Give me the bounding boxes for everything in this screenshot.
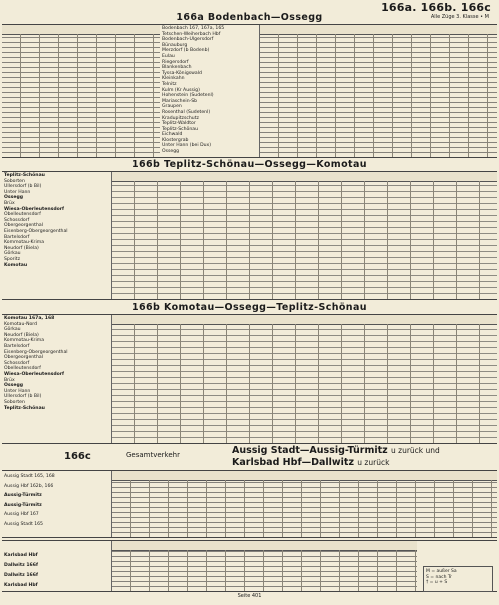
route-stop: Blankenbach bbox=[162, 65, 192, 71]
table-166a-left-cols bbox=[2, 25, 160, 157]
table-166b-up-cols bbox=[112, 315, 497, 443]
section-166c-title-2: Karlsbad Hbf—Dallwitz u zurück bbox=[232, 457, 390, 468]
table-166a bbox=[2, 24, 497, 158]
route-stop: Görkau bbox=[4, 251, 21, 257]
route-stop: Ullersdorf (b Bil) bbox=[4, 184, 42, 190]
route-stop: Unter Hann (bei Dux) bbox=[162, 143, 212, 149]
table-166b-down bbox=[2, 171, 497, 300]
section-166a-title: 166a Bodenbach—Ossegg bbox=[176, 12, 323, 23]
route-stop: Dallwitz 166f bbox=[4, 573, 38, 578]
route-stop: Obergeorgenthal bbox=[4, 223, 43, 229]
route-stop: Ossegg bbox=[4, 383, 24, 389]
page-header-note: Alle Züge 3. Klasse • M bbox=[430, 14, 489, 20]
route-stop: Klostergrab bbox=[162, 137, 189, 143]
route-stop: Soborten bbox=[4, 178, 25, 184]
table-166b-up-route bbox=[2, 315, 112, 443]
route-stop: Mariaschein-Sb bbox=[162, 98, 198, 104]
route-stop: Karlsbad Hbf bbox=[4, 553, 38, 558]
route-stop: Brüx bbox=[4, 377, 15, 383]
route-stop: Merzdorf (b Bodenb) bbox=[162, 48, 210, 54]
route-stop: Görkau bbox=[4, 327, 21, 333]
route-stop: Eisenberg-Obergeorgenthal bbox=[4, 349, 68, 355]
route-stop: Kommotau-Krima bbox=[4, 338, 45, 344]
route-stop: Schossdorf bbox=[4, 360, 30, 366]
route-stop: Bodenbach-Ulgersdorf bbox=[162, 37, 214, 43]
route-stop: Komotau bbox=[4, 262, 28, 268]
route-stop: Ossegg bbox=[162, 149, 180, 155]
route-stop: Brüx bbox=[4, 200, 15, 206]
table-166b-down-route bbox=[2, 172, 112, 299]
route-stop: Kommotau-Krima bbox=[4, 240, 45, 246]
route-stop: Aussig Hbf 162b, 166 bbox=[4, 483, 54, 489]
route-stop: Teplitz-Schönau bbox=[162, 126, 198, 132]
route-stop: Komotau-Nord bbox=[4, 321, 38, 327]
route-stop: Teplitz-Schönau bbox=[4, 173, 45, 178]
route-stop: Bartelsdorf bbox=[4, 234, 30, 240]
page-footer: Seite 401 bbox=[237, 593, 262, 599]
legend-line: M = außer Sa bbox=[426, 569, 457, 574]
route-stop: Hohenstein (Sudetenl) bbox=[162, 93, 214, 99]
section-166c-title-1: Aussig Stadt—Aussig-Türmitz u zurück und bbox=[232, 445, 440, 456]
route-stop: Unter Hann bbox=[4, 189, 31, 195]
route-stop: Obergeorgenthal bbox=[4, 355, 43, 361]
route-stop: Soborten bbox=[4, 399, 25, 405]
route-stop: Rosenthal (Sudetenl) bbox=[162, 109, 211, 115]
route-stop: Teplitz-Schönau bbox=[4, 405, 45, 411]
route-stop: Bünauburg bbox=[162, 42, 188, 48]
route-stop: Ossegg bbox=[4, 195, 24, 201]
table-166b-down-cols bbox=[112, 172, 497, 299]
table-166c-karlsbad-cols bbox=[112, 541, 417, 591]
route-stop: Karlsbad Hbf bbox=[4, 583, 38, 588]
route-stop: Obelleutensdorf bbox=[4, 366, 41, 372]
route-stop: Kulm (Kr Aussig) bbox=[162, 87, 200, 93]
route-stop: Komotau 167a, 168 bbox=[4, 316, 55, 321]
legend-line: † = u + S bbox=[426, 580, 448, 585]
legend-line: S = nach Tr bbox=[426, 574, 452, 580]
section-166b-up-title: 166b Komotau—Ossegg—Teplitz-Schönau bbox=[132, 302, 367, 313]
route-stop: Aussig Hbf 167 bbox=[4, 512, 39, 517]
route-stop: Aussig Stadt 165 bbox=[4, 521, 43, 527]
route-stop: Aussig-Türmitz bbox=[4, 502, 42, 508]
route-stop: Bartelsdorf bbox=[4, 343, 30, 349]
table-166c-aussig-route bbox=[2, 471, 112, 537]
route-stop: Telnitz bbox=[162, 81, 177, 87]
route-stop: Schossdorf bbox=[4, 217, 30, 223]
table-166c-karlsbad-route bbox=[2, 541, 112, 591]
table-166b-up bbox=[2, 314, 497, 444]
section-166c-label: 166c bbox=[64, 451, 91, 462]
route-stop: Riegersdorf bbox=[162, 59, 189, 65]
route-stop: Kleinkahn bbox=[162, 76, 185, 82]
table-166c-aussig-cols bbox=[112, 471, 497, 537]
route-stop: Ullersdorf (b Bil) bbox=[4, 394, 42, 400]
route-stop: Unter Hann bbox=[4, 388, 31, 394]
table-166c-aussig bbox=[2, 470, 497, 538]
route-stop: Wiesa-Oberleutensdorf bbox=[4, 371, 65, 377]
route-stop: Dallwitz 166f bbox=[4, 563, 38, 568]
route-stop: Aussig-Türmitz bbox=[4, 493, 42, 498]
route-stop: Obelleutensdorf bbox=[4, 212, 41, 218]
route-stop: Wiesa-Oberleutensdorf bbox=[4, 206, 65, 212]
route-stop: Graupen bbox=[162, 104, 182, 110]
table-166a-right-cols bbox=[260, 25, 497, 157]
route-stop: Neudorf (Biela) bbox=[4, 245, 39, 251]
route-stop: Tyssa-Königswald bbox=[162, 70, 202, 76]
section-166c-gesamt: Gesamtverkehr bbox=[126, 451, 180, 459]
route-stop: Teplitz-Waldtor bbox=[162, 121, 196, 127]
route-stop: Sporitz bbox=[4, 256, 21, 262]
route-stop: Bodenbach 167, 167a, 165 bbox=[162, 26, 225, 31]
route-stop: Eisenberg-Obergeorgenthal bbox=[4, 228, 68, 234]
route-stop: Neudorf (Biela) bbox=[4, 332, 39, 338]
route-stop: Eichwald bbox=[162, 132, 183, 138]
route-stop: Eulau bbox=[162, 53, 175, 59]
route-stop: Kradupitzschutz bbox=[162, 115, 199, 121]
legend-box bbox=[423, 566, 493, 592]
route-stop: Aussig Stadt 165, 168 bbox=[4, 474, 55, 479]
route-stop: Tetschen-Weiherbach Hbf bbox=[162, 31, 221, 37]
section-166b-down-title: 166b Teplitz-Schönau—Ossegg—Komotau bbox=[132, 159, 367, 170]
table-166a-route bbox=[160, 25, 260, 157]
page-header-title: 166a. 166b. 166c bbox=[381, 1, 491, 14]
